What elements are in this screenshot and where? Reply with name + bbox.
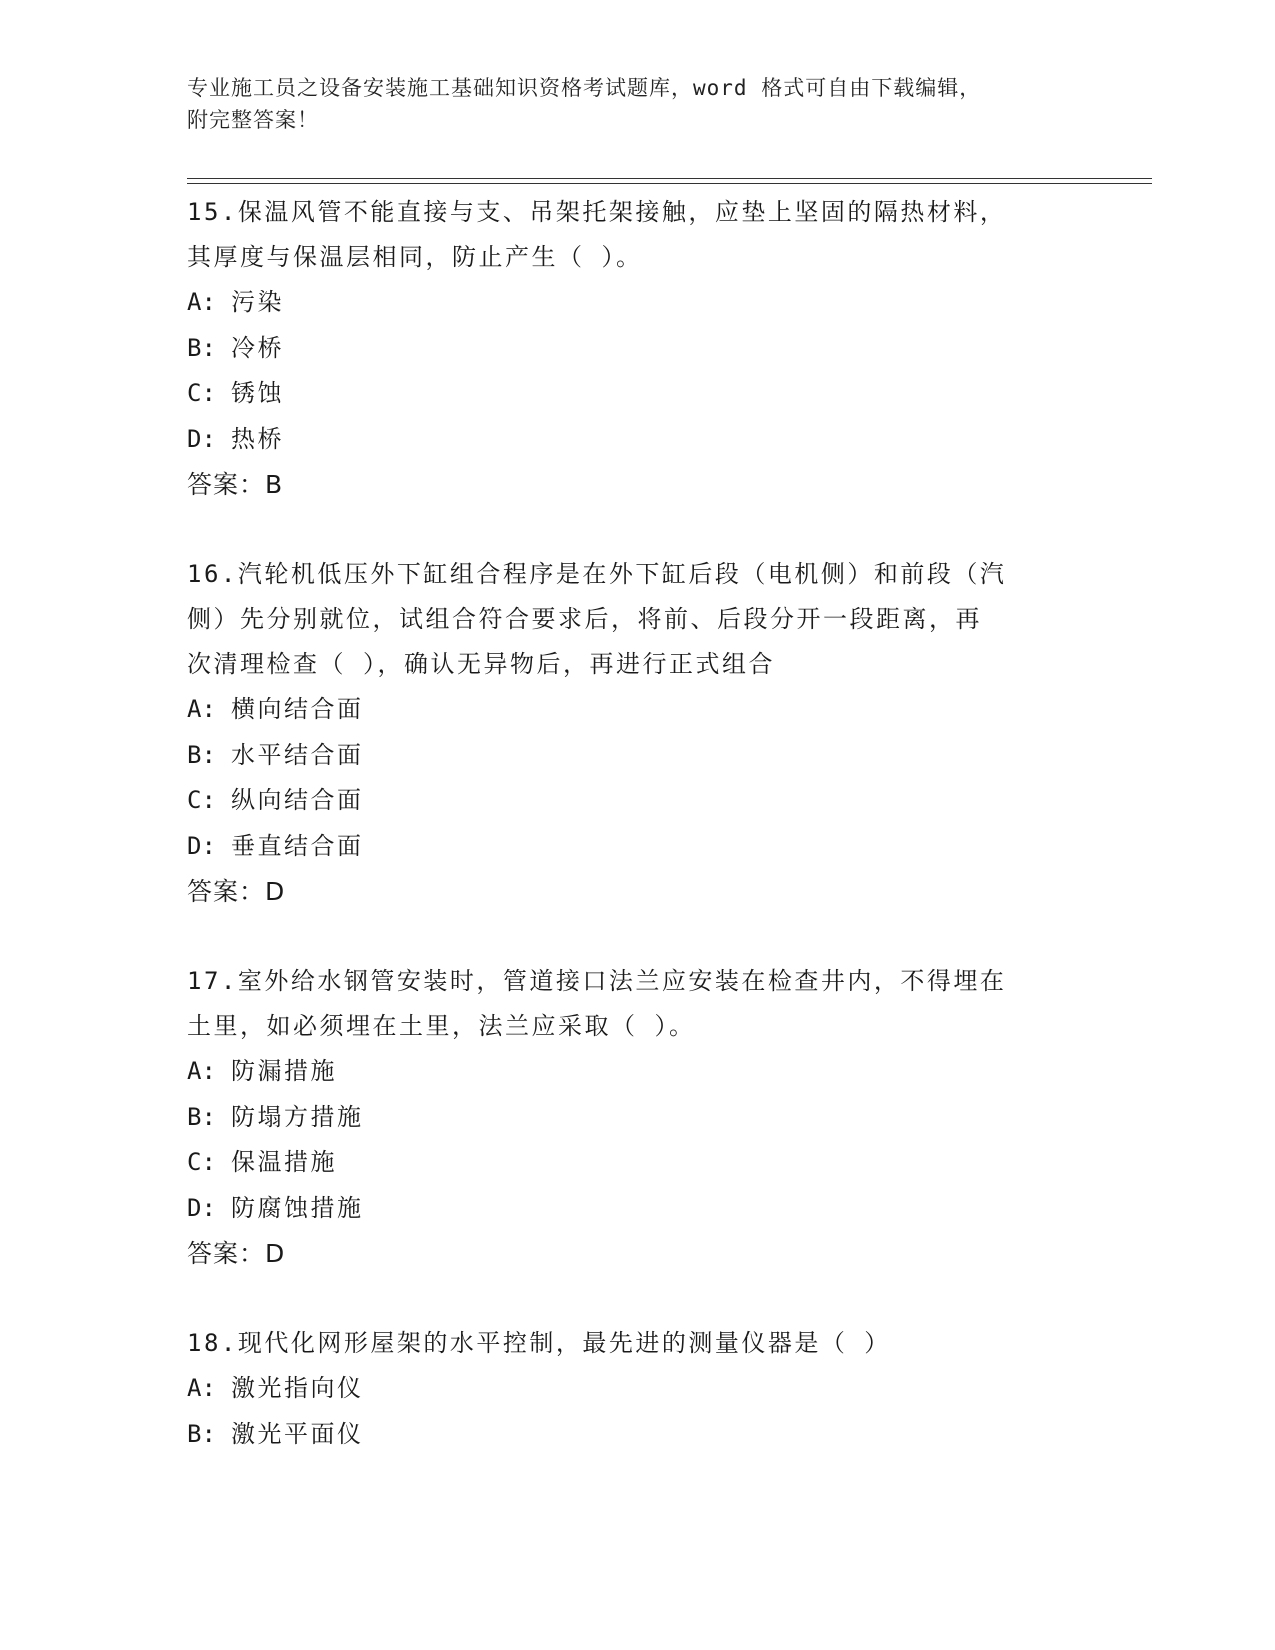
- question-spacer: [187, 1276, 1087, 1321]
- question-text-line: 土里，如必须埋在土里，法兰应采取（ ）。: [187, 1012, 696, 1040]
- question-text-line: 17.室外给水钢管安装时，管道接口法兰应安装在检查井内，不得埋在: [187, 967, 1007, 995]
- option-text: 防漏措施: [231, 1057, 337, 1085]
- option-letter: B:: [187, 333, 216, 362]
- header-line-1: 专业施工员之设备安装施工基础知识资格考试题库，word 格式可自由下载编辑，: [187, 76, 982, 100]
- option-letter: B:: [187, 740, 216, 769]
- option-text: 水平结合面: [231, 740, 364, 769]
- option-letter: B:: [187, 1419, 216, 1448]
- option-letter: C:: [187, 786, 216, 814]
- option-text: 污染: [231, 288, 284, 316]
- option-letter: B:: [187, 1102, 216, 1131]
- option-text: 纵向结合面: [231, 786, 364, 814]
- option-letter: D:: [187, 424, 216, 453]
- option-text: 横向结合面: [231, 695, 364, 723]
- option-d: [187, 1186, 1087, 1232]
- option-a: [187, 687, 1087, 733]
- option-letter: A:: [187, 695, 216, 723]
- answer-label: 答案：D: [187, 1239, 286, 1268]
- option-text: 防塌方措施: [231, 1102, 364, 1131]
- answer-label: 答案：B: [187, 470, 284, 499]
- question-18: [187, 1321, 1087, 1457]
- option-letter: C:: [187, 1148, 216, 1176]
- option-b: [187, 326, 1087, 372]
- question-spacer: [187, 507, 1087, 552]
- option-text: 垂直结合面: [231, 831, 364, 860]
- option-a: [187, 280, 1087, 326]
- option-c: [187, 371, 1087, 417]
- option-text: 激光平面仪: [231, 1419, 364, 1448]
- question-17: [187, 959, 1087, 1321]
- option-d: [187, 824, 1087, 870]
- option-c: [187, 778, 1087, 824]
- question-text-line: 次清理检查（ ），确认无异物后，再进行正式组合: [187, 650, 775, 678]
- option-text: 冷桥: [231, 333, 284, 362]
- option-c: [187, 1140, 1087, 1186]
- option-letter: D:: [187, 831, 216, 860]
- option-text: 防腐蚀措施: [231, 1193, 364, 1222]
- answer-label: 答案：D: [187, 877, 286, 906]
- option-text: 激光指向仪: [231, 1374, 364, 1402]
- question-spacer: [187, 914, 1087, 959]
- question-15: [187, 190, 1087, 552]
- option-letter: A:: [187, 1374, 216, 1402]
- option-letter: C:: [187, 379, 216, 407]
- question-text-line: 侧）先分别就位，试组合符合要求后，将前、后段分开一段距离，再: [187, 605, 982, 633]
- option-a: [187, 1366, 1087, 1412]
- header-line-2: 附完整答案！: [187, 108, 319, 132]
- option-b: [187, 733, 1087, 779]
- question-text-line: 16.汽轮机低压外下缸组合程序是在外下缸后段（电机侧）和前段（汽: [187, 560, 1007, 588]
- option-a: [187, 1049, 1087, 1095]
- option-b: [187, 1412, 1087, 1458]
- document-header: [187, 72, 1087, 136]
- option-letter: D:: [187, 1193, 216, 1222]
- header-divider-bottom: [187, 183, 1152, 184]
- question-list: [187, 190, 1087, 1457]
- option-text: 热桥: [231, 424, 284, 453]
- question-text-line: 15.保温风管不能直接与支、吊架托架接触，应垫上坚固的隔热材料，: [187, 198, 1007, 226]
- option-d: [187, 417, 1087, 463]
- question-text-line: 其厚度与保温层相同，防止产生（ ）。: [187, 243, 643, 271]
- question-16: [187, 552, 1087, 959]
- option-text: 锈蚀: [231, 379, 284, 407]
- option-letter: A:: [187, 288, 216, 316]
- option-letter: A:: [187, 1057, 216, 1085]
- option-text: 保温措施: [231, 1148, 337, 1176]
- question-text-line: 18.现代化网形屋架的水平控制，最先进的测量仪器是（ ）: [187, 1329, 891, 1357]
- option-b: [187, 1095, 1087, 1141]
- header-divider-top: [187, 178, 1152, 179]
